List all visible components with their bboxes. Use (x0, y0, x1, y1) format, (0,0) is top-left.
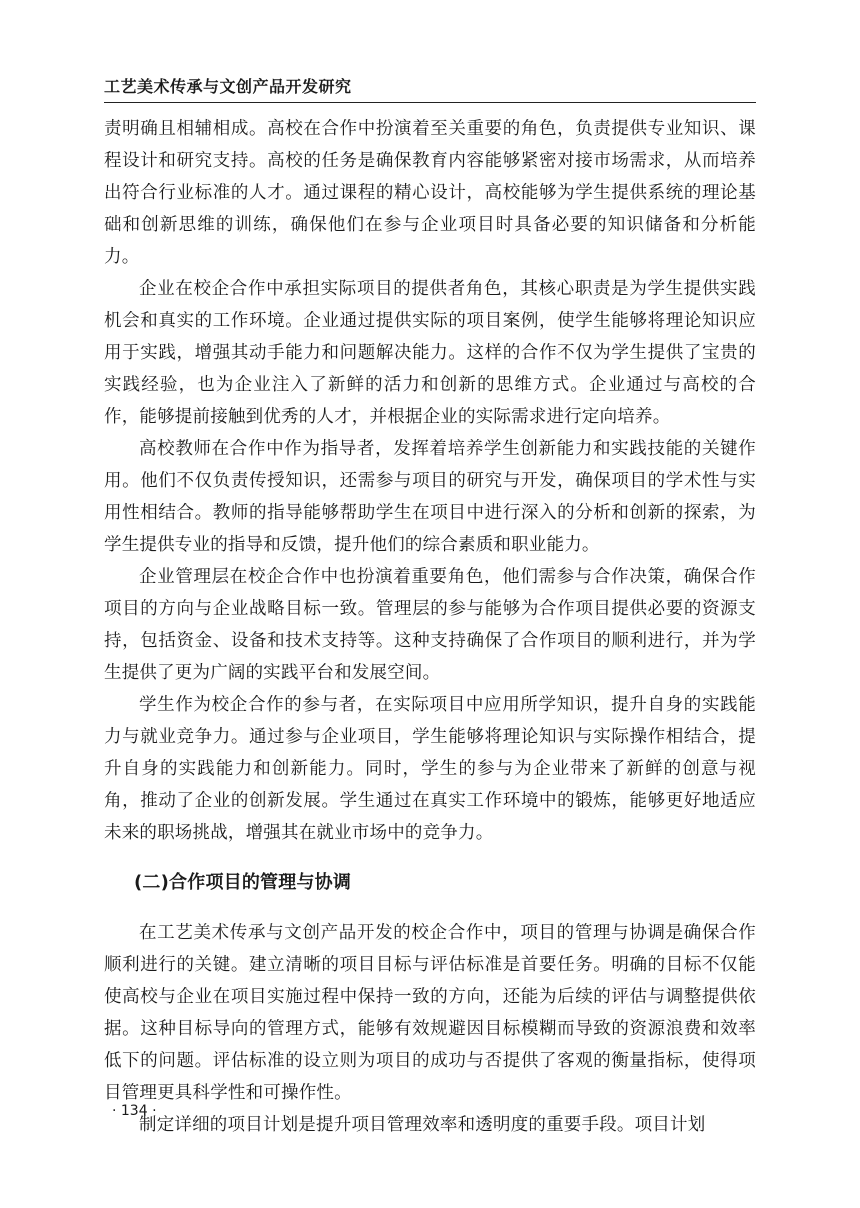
body-paragraph: 学生作为校企合作的参与者，在实际项目中应用所学知识，提升自身的实践能力与就业竞争力。通过参与企业项目，学生能够将理论知识与实际操作相结合，提升自身的实践能力和创新能力。同时，学生的参与为企业带来了新鲜的创意与视角，推动了企业的创新发展。学生通过在真实工作环境中的锻炼，能够更好地适应未来的职场挑战，增强其在就业市场中的竞争力。 (104, 695, 756, 843)
running-head-title: 工艺美术传承与文创产品开发研究 (104, 77, 352, 96)
body-paragraph: 企业在校企合作中承担实际项目的提供者角色，其核心职责是为学生提供实践机会和真实的工作环境。企业通过提供实际的项目案例，使学生能够将理论知识应用于实践，增强其动手能力和问题解决能力。这样的合作不仅为学生提供了宝贵的实践经验，也为企业注入了新鲜的活力和创新的思维方式。企业通过与高校的合作，能够提前接触到优秀的人才，并根据企业的实际需求进行定向培养。 (104, 279, 756, 427)
header-rule (104, 102, 756, 103)
body-paragraph: 制定详细的项目计划是提升项目管理效率和透明度的重要手段。项目计划 (139, 1115, 706, 1135)
section-heading: (二)合作项目的管理与协调 (134, 872, 352, 893)
page-number: · 134 · (112, 1103, 157, 1119)
body-paragraph: 责明确且相辅相成。高校在合作中扮演着至关重要的角色，负责提供专业知识、课程设计和研究支持。高校的任务是确保教育内容能够紧密对接市场需求，从而培养出符合行业标准的人才。通过课程的精心设计，高校能够为学生提供系统的理论基础和创新思维的训练，确保他们在参与企业项目时具备必要的知识储备和分析能力。 (104, 119, 756, 267)
body-paragraph: 在工艺美术传承与文创产品开发的校企合作中，项目的管理与协调是确保合作顺利进行的关键。建立清晰的项目目标与评估标准是首要任务。明确的目标不仅能使高校与企业在项目实施过程中保持一致的方向，还能为后续的评估与调整提供依据。这种目标导向的管理方式，能够有效规避因目标模糊而导致的资源浪费和效率低下的问题。评估标准的设立则为项目的成功与否提供了客观的衡量指标，使得项目管理更具科学性和可操作性。 (104, 923, 756, 1103)
body-paragraph: 高校教师在合作中作为指导者，发挥着培养学生创新能力和实践技能的关键作用。他们不仅负责传授知识，还需参与项目的研究与开发，确保项目的学术性与实用性相结合。教师的指导能够帮助学生在项目中进行深入的分析和创新的探索，为学生提供专业的指导和反馈，提升他们的综合素质和职业能力。 (104, 439, 756, 555)
body-paragraph: 企业管理层在校企合作中也扮演着重要角色，他们需参与合作决策，确保合作项目的方向与企业战略目标一致。管理层的参与能够为合作项目提供必要的资源支持，包括资金、设备和技术支持等。这种支持确保了合作项目的顺利进行，并为学生提供了更为广阔的实践平台和发展空间。 (104, 567, 756, 683)
page-body (104, 113, 756, 1141)
